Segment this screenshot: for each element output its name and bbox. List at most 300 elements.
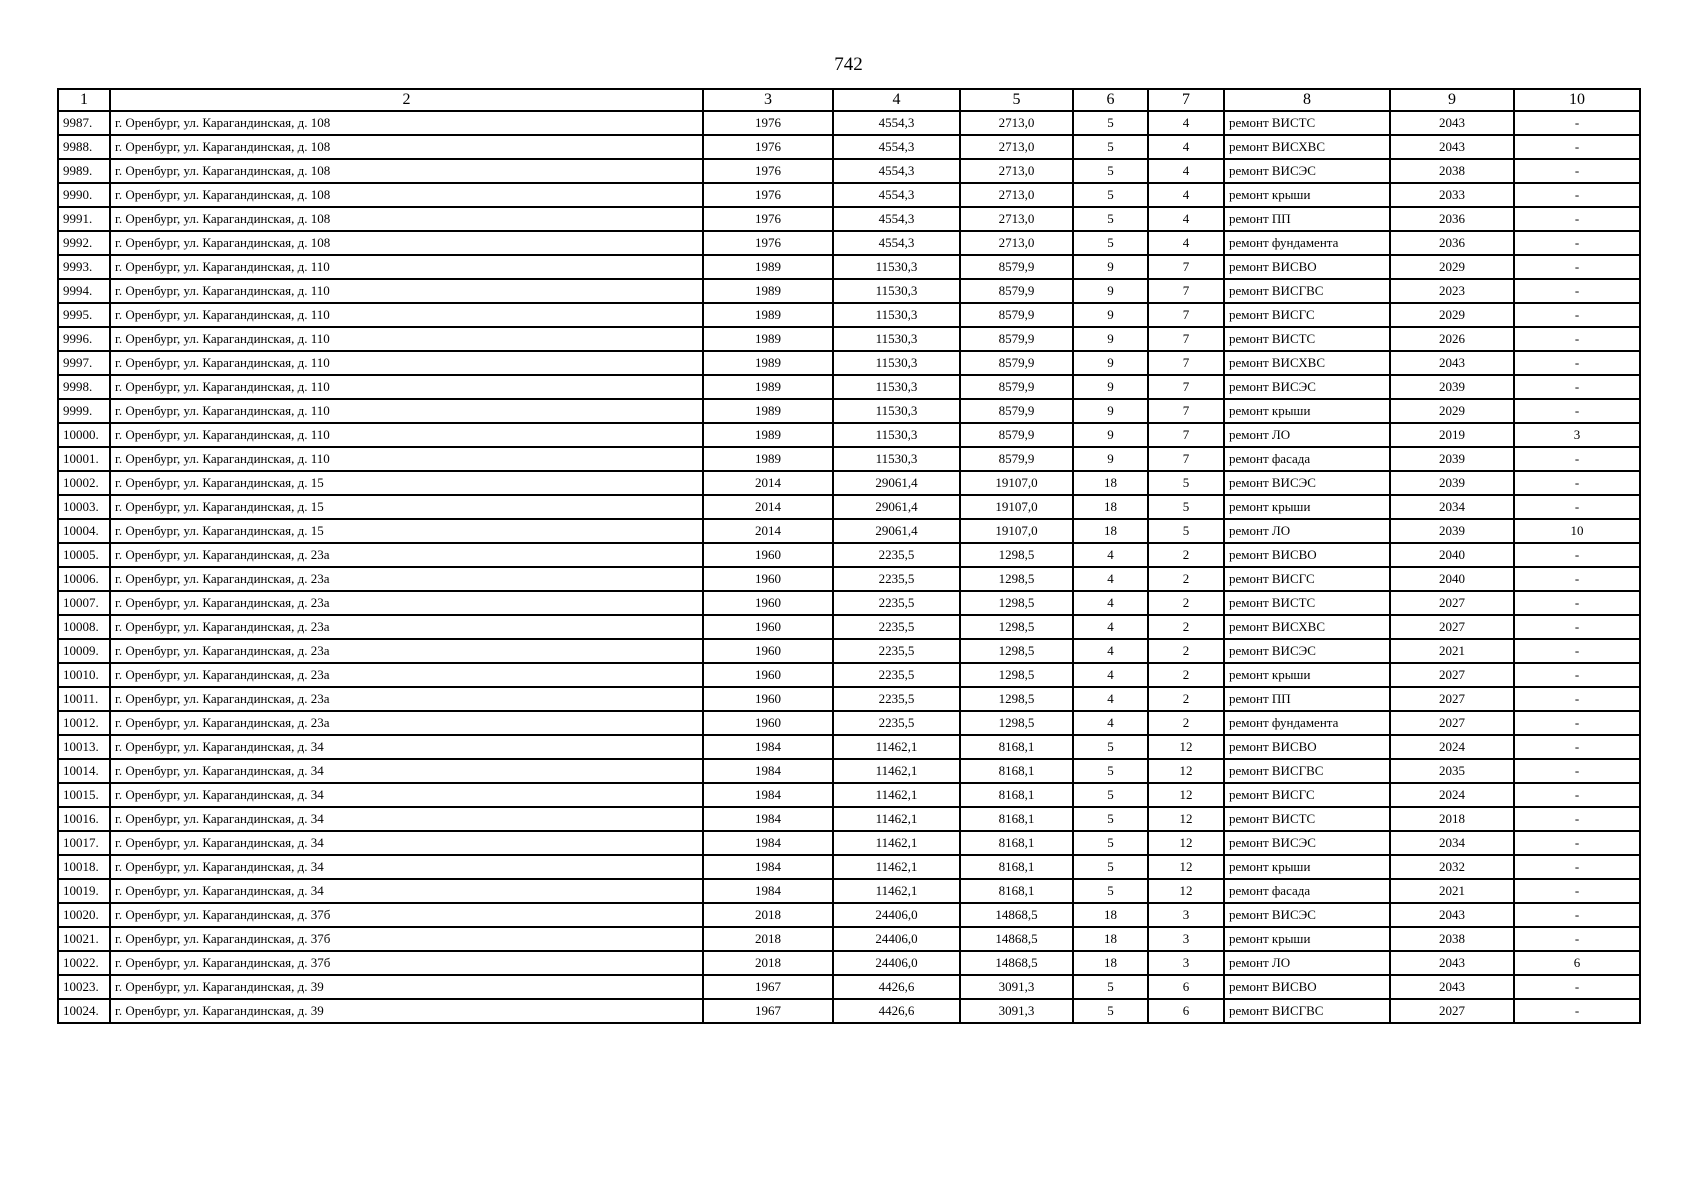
cell-work-type: ремонт ВИСТС bbox=[1224, 327, 1390, 351]
cell-floors: 9 bbox=[1073, 351, 1148, 375]
cell-address: г. Оренбург, ул. Карагандинская, д. 23а bbox=[110, 567, 703, 591]
cell-row-number: 9998. bbox=[58, 375, 110, 399]
cell-living-area: 8579,9 bbox=[960, 327, 1073, 351]
table-row bbox=[58, 591, 1640, 615]
cell-living-area: 1298,5 bbox=[960, 615, 1073, 639]
table-row bbox=[58, 999, 1640, 1023]
column-header-3: 3 bbox=[703, 89, 833, 111]
cell-total-area: 4554,3 bbox=[833, 231, 960, 255]
cell-address: г. Оренбург, ул. Карагандинская, д. 15 bbox=[110, 495, 703, 519]
cell-total-area: 11462,1 bbox=[833, 879, 960, 903]
cell-extra-value: - bbox=[1514, 495, 1640, 519]
cell-row-number: 9997. bbox=[58, 351, 110, 375]
table-row bbox=[58, 903, 1640, 927]
cell-build-year: 1960 bbox=[703, 663, 833, 687]
table-row bbox=[58, 759, 1640, 783]
cell-living-area: 19107,0 bbox=[960, 471, 1073, 495]
cell-build-year: 1960 bbox=[703, 543, 833, 567]
cell-extra-value: - bbox=[1514, 903, 1640, 927]
cell-address: г. Оренбург, ул. Карагандинская, д. 34 bbox=[110, 735, 703, 759]
cell-work-type: ремонт ВИСХВС bbox=[1224, 351, 1390, 375]
table-row bbox=[58, 519, 1640, 543]
cell-floors: 18 bbox=[1073, 903, 1148, 927]
cell-extra-value: - bbox=[1514, 735, 1640, 759]
cell-build-year: 1989 bbox=[703, 399, 833, 423]
cell-row-number: 10010. bbox=[58, 663, 110, 687]
cell-address: г. Оренбург, ул. Карагандинская, д. 108 bbox=[110, 231, 703, 255]
cell-extra-value: - bbox=[1514, 303, 1640, 327]
table-body bbox=[58, 111, 1640, 1023]
cell-build-year: 1989 bbox=[703, 423, 833, 447]
cell-build-year: 1984 bbox=[703, 831, 833, 855]
cell-work-type: ремонт фасада bbox=[1224, 447, 1390, 471]
cell-entrances: 6 bbox=[1148, 999, 1224, 1023]
cell-address: г. Оренбург, ул. Карагандинская, д. 34 bbox=[110, 855, 703, 879]
cell-total-area: 4554,3 bbox=[833, 135, 960, 159]
cell-entrances: 2 bbox=[1148, 687, 1224, 711]
cell-work-type: ремонт ВИСГВС bbox=[1224, 759, 1390, 783]
cell-living-area: 1298,5 bbox=[960, 687, 1073, 711]
cell-floors: 5 bbox=[1073, 183, 1148, 207]
cell-address: г. Оренбург, ул. Карагандинская, д. 39 bbox=[110, 975, 703, 999]
cell-work-type: ремонт фундамента bbox=[1224, 711, 1390, 735]
cell-entrances: 7 bbox=[1148, 351, 1224, 375]
cell-plan-year: 2032 bbox=[1390, 855, 1514, 879]
cell-plan-year: 2027 bbox=[1390, 711, 1514, 735]
cell-floors: 9 bbox=[1073, 423, 1148, 447]
cell-row-number: 9999. bbox=[58, 399, 110, 423]
cell-build-year: 1960 bbox=[703, 639, 833, 663]
cell-total-area: 2235,5 bbox=[833, 567, 960, 591]
cell-extra-value: - bbox=[1514, 543, 1640, 567]
cell-total-area: 11462,1 bbox=[833, 735, 960, 759]
cell-living-area: 8579,9 bbox=[960, 351, 1073, 375]
cell-row-number: 10022. bbox=[58, 951, 110, 975]
cell-plan-year: 2043 bbox=[1390, 135, 1514, 159]
cell-living-area: 8168,1 bbox=[960, 807, 1073, 831]
cell-extra-value: - bbox=[1514, 351, 1640, 375]
cell-living-area: 8168,1 bbox=[960, 735, 1073, 759]
cell-extra-value: - bbox=[1514, 855, 1640, 879]
cell-entrances: 2 bbox=[1148, 663, 1224, 687]
cell-work-type: ремонт ВИСГС bbox=[1224, 303, 1390, 327]
cell-living-area: 14868,5 bbox=[960, 951, 1073, 975]
cell-extra-value: 10 bbox=[1514, 519, 1640, 543]
cell-extra-value: - bbox=[1514, 159, 1640, 183]
cell-extra-value: - bbox=[1514, 975, 1640, 999]
cell-extra-value: - bbox=[1514, 711, 1640, 735]
cell-floors: 5 bbox=[1073, 999, 1148, 1023]
cell-plan-year: 2040 bbox=[1390, 567, 1514, 591]
cell-floors: 5 bbox=[1073, 735, 1148, 759]
cell-address: г. Оренбург, ул. Карагандинская, д. 37б bbox=[110, 927, 703, 951]
cell-row-number: 10016. bbox=[58, 807, 110, 831]
cell-address: г. Оренбург, ул. Карагандинская, д. 108 bbox=[110, 111, 703, 135]
cell-total-area: 4426,6 bbox=[833, 999, 960, 1023]
table-row bbox=[58, 255, 1640, 279]
cell-total-area: 29061,4 bbox=[833, 471, 960, 495]
cell-work-type: ремонт фундамента bbox=[1224, 231, 1390, 255]
cell-row-number: 10003. bbox=[58, 495, 110, 519]
cell-floors: 5 bbox=[1073, 807, 1148, 831]
cell-build-year: 2014 bbox=[703, 471, 833, 495]
cell-plan-year: 2027 bbox=[1390, 687, 1514, 711]
cell-extra-value: - bbox=[1514, 399, 1640, 423]
cell-build-year: 1976 bbox=[703, 135, 833, 159]
table-row bbox=[58, 471, 1640, 495]
cell-entrances: 7 bbox=[1148, 375, 1224, 399]
cell-floors: 5 bbox=[1073, 207, 1148, 231]
cell-entrances: 3 bbox=[1148, 903, 1224, 927]
cell-work-type: ремонт ВИСТС bbox=[1224, 111, 1390, 135]
cell-extra-value: - bbox=[1514, 687, 1640, 711]
cell-plan-year: 2038 bbox=[1390, 159, 1514, 183]
cell-floors: 18 bbox=[1073, 927, 1148, 951]
cell-living-area: 8579,9 bbox=[960, 255, 1073, 279]
cell-build-year: 1984 bbox=[703, 879, 833, 903]
cell-row-number: 10008. bbox=[58, 615, 110, 639]
cell-entrances: 2 bbox=[1148, 543, 1224, 567]
cell-build-year: 1976 bbox=[703, 183, 833, 207]
table-row bbox=[58, 831, 1640, 855]
cell-entrances: 7 bbox=[1148, 447, 1224, 471]
cell-floors: 5 bbox=[1073, 879, 1148, 903]
cell-total-area: 11530,3 bbox=[833, 303, 960, 327]
cell-extra-value: - bbox=[1514, 663, 1640, 687]
cell-address: г. Оренбург, ул. Карагандинская, д. 110 bbox=[110, 327, 703, 351]
cell-build-year: 1976 bbox=[703, 207, 833, 231]
table-row bbox=[58, 183, 1640, 207]
cell-total-area: 2235,5 bbox=[833, 687, 960, 711]
table-row bbox=[58, 495, 1640, 519]
cell-build-year: 1976 bbox=[703, 159, 833, 183]
cell-row-number: 10004. bbox=[58, 519, 110, 543]
cell-build-year: 1976 bbox=[703, 231, 833, 255]
table-row bbox=[58, 975, 1640, 999]
cell-floors: 5 bbox=[1073, 831, 1148, 855]
cell-living-area: 14868,5 bbox=[960, 903, 1073, 927]
cell-entrances: 2 bbox=[1148, 711, 1224, 735]
cell-entrances: 12 bbox=[1148, 783, 1224, 807]
cell-extra-value: - bbox=[1514, 447, 1640, 471]
cell-row-number: 10014. bbox=[58, 759, 110, 783]
cell-plan-year: 2043 bbox=[1390, 351, 1514, 375]
cell-extra-value: - bbox=[1514, 783, 1640, 807]
cell-plan-year: 2039 bbox=[1390, 519, 1514, 543]
cell-build-year: 1960 bbox=[703, 687, 833, 711]
cell-address: г. Оренбург, ул. Карагандинская, д. 23а bbox=[110, 615, 703, 639]
table-row bbox=[58, 543, 1640, 567]
cell-floors: 5 bbox=[1073, 975, 1148, 999]
cell-address: г. Оренбург, ул. Карагандинская, д. 23а bbox=[110, 711, 703, 735]
cell-floors: 4 bbox=[1073, 639, 1148, 663]
cell-address: г. Оренбург, ул. Карагандинская, д. 23а bbox=[110, 543, 703, 567]
cell-entrances: 12 bbox=[1148, 855, 1224, 879]
cell-build-year: 2014 bbox=[703, 519, 833, 543]
cell-floors: 9 bbox=[1073, 279, 1148, 303]
cell-plan-year: 2027 bbox=[1390, 591, 1514, 615]
cell-entrances: 7 bbox=[1148, 303, 1224, 327]
cell-extra-value: - bbox=[1514, 807, 1640, 831]
cell-entrances: 4 bbox=[1148, 231, 1224, 255]
table-row bbox=[58, 879, 1640, 903]
cell-floors: 18 bbox=[1073, 951, 1148, 975]
cell-plan-year: 2029 bbox=[1390, 303, 1514, 327]
cell-living-area: 8168,1 bbox=[960, 831, 1073, 855]
cell-extra-value: - bbox=[1514, 279, 1640, 303]
cell-work-type: ремонт ВИСГВС bbox=[1224, 999, 1390, 1023]
table-row bbox=[58, 687, 1640, 711]
cell-floors: 4 bbox=[1073, 567, 1148, 591]
column-header-2: 2 bbox=[110, 89, 703, 111]
cell-plan-year: 2036 bbox=[1390, 207, 1514, 231]
cell-extra-value: - bbox=[1514, 615, 1640, 639]
cell-work-type: ремонт ВИСВО bbox=[1224, 543, 1390, 567]
cell-row-number: 9987. bbox=[58, 111, 110, 135]
cell-work-type: ремонт ВИСГС bbox=[1224, 783, 1390, 807]
cell-address: г. Оренбург, ул. Карагандинская, д. 23а bbox=[110, 639, 703, 663]
cell-address: г. Оренбург, ул. Карагандинская, д. 15 bbox=[110, 471, 703, 495]
cell-row-number: 9995. bbox=[58, 303, 110, 327]
cell-entrances: 3 bbox=[1148, 927, 1224, 951]
cell-plan-year: 2029 bbox=[1390, 399, 1514, 423]
cell-row-number: 9991. bbox=[58, 207, 110, 231]
cell-floors: 5 bbox=[1073, 231, 1148, 255]
cell-row-number: 10015. bbox=[58, 783, 110, 807]
cell-row-number: 9993. bbox=[58, 255, 110, 279]
cell-extra-value: - bbox=[1514, 255, 1640, 279]
cell-build-year: 1989 bbox=[703, 375, 833, 399]
cell-extra-value: - bbox=[1514, 231, 1640, 255]
cell-extra-value: - bbox=[1514, 831, 1640, 855]
cell-plan-year: 2034 bbox=[1390, 495, 1514, 519]
cell-entrances: 4 bbox=[1148, 207, 1224, 231]
cell-row-number: 10024. bbox=[58, 999, 110, 1023]
cell-total-area: 11530,3 bbox=[833, 447, 960, 471]
cell-extra-value: - bbox=[1514, 879, 1640, 903]
cell-entrances: 12 bbox=[1148, 735, 1224, 759]
cell-total-area: 2235,5 bbox=[833, 615, 960, 639]
cell-extra-value: 3 bbox=[1514, 423, 1640, 447]
cell-build-year: 1960 bbox=[703, 615, 833, 639]
cell-plan-year: 2034 bbox=[1390, 831, 1514, 855]
cell-plan-year: 2027 bbox=[1390, 663, 1514, 687]
cell-living-area: 1298,5 bbox=[960, 567, 1073, 591]
cell-entrances: 7 bbox=[1148, 399, 1224, 423]
cell-extra-value: - bbox=[1514, 591, 1640, 615]
cell-build-year: 1967 bbox=[703, 975, 833, 999]
cell-floors: 9 bbox=[1073, 303, 1148, 327]
cell-floors: 4 bbox=[1073, 543, 1148, 567]
cell-floors: 9 bbox=[1073, 327, 1148, 351]
cell-row-number: 9996. bbox=[58, 327, 110, 351]
cell-address: г. Оренбург, ул. Карагандинская, д. 34 bbox=[110, 879, 703, 903]
cell-work-type: ремонт ВИСВО bbox=[1224, 255, 1390, 279]
cell-total-area: 4554,3 bbox=[833, 159, 960, 183]
cell-work-type: ремонт крыши bbox=[1224, 495, 1390, 519]
repair-registry-table bbox=[57, 88, 1641, 1024]
cell-floors: 5 bbox=[1073, 783, 1148, 807]
cell-total-area: 29061,4 bbox=[833, 519, 960, 543]
cell-extra-value: - bbox=[1514, 327, 1640, 351]
cell-work-type: ремонт ЛО bbox=[1224, 519, 1390, 543]
cell-build-year: 1989 bbox=[703, 303, 833, 327]
cell-row-number: 10021. bbox=[58, 927, 110, 951]
cell-plan-year: 2024 bbox=[1390, 735, 1514, 759]
table-row bbox=[58, 159, 1640, 183]
table-row bbox=[58, 447, 1640, 471]
cell-living-area: 3091,3 bbox=[960, 975, 1073, 999]
cell-address: г. Оренбург, ул. Карагандинская, д. 110 bbox=[110, 279, 703, 303]
column-header-5: 5 bbox=[960, 89, 1073, 111]
cell-total-area: 11462,1 bbox=[833, 807, 960, 831]
cell-entrances: 4 bbox=[1148, 159, 1224, 183]
cell-work-type: ремонт ВИСЭС bbox=[1224, 375, 1390, 399]
table-row bbox=[58, 615, 1640, 639]
cell-address: г. Оренбург, ул. Карагандинская, д. 110 bbox=[110, 447, 703, 471]
cell-address: г. Оренбург, ул. Карагандинская, д. 108 bbox=[110, 159, 703, 183]
cell-extra-value: - bbox=[1514, 927, 1640, 951]
cell-total-area: 11530,3 bbox=[833, 423, 960, 447]
cell-living-area: 1298,5 bbox=[960, 711, 1073, 735]
table-row bbox=[58, 951, 1640, 975]
cell-address: г. Оренбург, ул. Карагандинская, д. 110 bbox=[110, 255, 703, 279]
cell-row-number: 10017. bbox=[58, 831, 110, 855]
cell-living-area: 8168,1 bbox=[960, 879, 1073, 903]
cell-work-type: ремонт ПП bbox=[1224, 687, 1390, 711]
cell-work-type: ремонт ПП bbox=[1224, 207, 1390, 231]
cell-total-area: 2235,5 bbox=[833, 543, 960, 567]
cell-floors: 4 bbox=[1073, 687, 1148, 711]
cell-total-area: 24406,0 bbox=[833, 903, 960, 927]
cell-row-number: 9992. bbox=[58, 231, 110, 255]
cell-plan-year: 2040 bbox=[1390, 543, 1514, 567]
cell-extra-value: - bbox=[1514, 111, 1640, 135]
table-row bbox=[58, 327, 1640, 351]
cell-build-year: 2018 bbox=[703, 951, 833, 975]
cell-work-type: ремонт ВИСЭС bbox=[1224, 159, 1390, 183]
cell-total-area: 2235,5 bbox=[833, 591, 960, 615]
cell-plan-year: 2027 bbox=[1390, 615, 1514, 639]
cell-extra-value: - bbox=[1514, 183, 1640, 207]
table-row bbox=[58, 231, 1640, 255]
cell-address: г. Оренбург, ул. Карагандинская, д. 108 bbox=[110, 183, 703, 207]
cell-total-area: 24406,0 bbox=[833, 951, 960, 975]
cell-floors: 5 bbox=[1073, 759, 1148, 783]
cell-floors: 5 bbox=[1073, 135, 1148, 159]
column-header-10: 10 bbox=[1514, 89, 1640, 111]
cell-entrances: 2 bbox=[1148, 591, 1224, 615]
cell-work-type: ремонт ВИСТС bbox=[1224, 807, 1390, 831]
cell-row-number: 10001. bbox=[58, 447, 110, 471]
cell-work-type: ремонт ЛО bbox=[1224, 951, 1390, 975]
cell-build-year: 1989 bbox=[703, 351, 833, 375]
cell-work-type: ремонт ВИСТС bbox=[1224, 591, 1390, 615]
cell-work-type: ремонт фасада bbox=[1224, 879, 1390, 903]
cell-plan-year: 2021 bbox=[1390, 639, 1514, 663]
cell-floors: 5 bbox=[1073, 159, 1148, 183]
cell-address: г. Оренбург, ул. Карагандинская, д. 37б bbox=[110, 951, 703, 975]
cell-living-area: 2713,0 bbox=[960, 135, 1073, 159]
cell-total-area: 4426,6 bbox=[833, 975, 960, 999]
cell-living-area: 1298,5 bbox=[960, 591, 1073, 615]
cell-address: г. Оренбург, ул. Карагандинская, д. 110 bbox=[110, 375, 703, 399]
cell-address: г. Оренбург, ул. Карагандинская, д. 34 bbox=[110, 831, 703, 855]
cell-total-area: 4554,3 bbox=[833, 207, 960, 231]
cell-work-type: ремонт ВИСВО bbox=[1224, 735, 1390, 759]
table-row bbox=[58, 351, 1640, 375]
cell-build-year: 1984 bbox=[703, 807, 833, 831]
cell-entrances: 7 bbox=[1148, 279, 1224, 303]
cell-plan-year: 2027 bbox=[1390, 999, 1514, 1023]
cell-total-area: 11530,3 bbox=[833, 351, 960, 375]
cell-row-number: 10000. bbox=[58, 423, 110, 447]
cell-extra-value: - bbox=[1514, 135, 1640, 159]
cell-entrances: 5 bbox=[1148, 519, 1224, 543]
cell-living-area: 2713,0 bbox=[960, 207, 1073, 231]
cell-extra-value: - bbox=[1514, 471, 1640, 495]
column-header-9: 9 bbox=[1390, 89, 1514, 111]
cell-living-area: 14868,5 bbox=[960, 927, 1073, 951]
cell-build-year: 1976 bbox=[703, 111, 833, 135]
cell-living-area: 19107,0 bbox=[960, 519, 1073, 543]
cell-build-year: 1960 bbox=[703, 567, 833, 591]
cell-address: г. Оренбург, ул. Карагандинская, д. 37б bbox=[110, 903, 703, 927]
cell-plan-year: 2039 bbox=[1390, 471, 1514, 495]
cell-floors: 9 bbox=[1073, 447, 1148, 471]
table-row bbox=[58, 639, 1640, 663]
cell-living-area: 2713,0 bbox=[960, 231, 1073, 255]
cell-address: г. Оренбург, ул. Карагандинская, д. 23а bbox=[110, 663, 703, 687]
cell-row-number: 9989. bbox=[58, 159, 110, 183]
table-row bbox=[58, 135, 1640, 159]
table-row bbox=[58, 279, 1640, 303]
cell-row-number: 10012. bbox=[58, 711, 110, 735]
cell-plan-year: 2018 bbox=[1390, 807, 1514, 831]
cell-total-area: 11530,3 bbox=[833, 255, 960, 279]
cell-living-area: 2713,0 bbox=[960, 111, 1073, 135]
cell-living-area: 1298,5 bbox=[960, 543, 1073, 567]
cell-build-year: 1984 bbox=[703, 783, 833, 807]
cell-living-area: 1298,5 bbox=[960, 639, 1073, 663]
cell-row-number: 10011. bbox=[58, 687, 110, 711]
cell-row-number: 10018. bbox=[58, 855, 110, 879]
cell-floors: 9 bbox=[1073, 375, 1148, 399]
cell-floors: 18 bbox=[1073, 495, 1148, 519]
cell-entrances: 4 bbox=[1148, 135, 1224, 159]
table-row bbox=[58, 399, 1640, 423]
cell-entrances: 4 bbox=[1148, 183, 1224, 207]
cell-entrances: 12 bbox=[1148, 759, 1224, 783]
cell-build-year: 1984 bbox=[703, 735, 833, 759]
cell-plan-year: 2036 bbox=[1390, 231, 1514, 255]
cell-living-area: 8168,1 bbox=[960, 783, 1073, 807]
cell-plan-year: 2038 bbox=[1390, 927, 1514, 951]
table-row bbox=[58, 663, 1640, 687]
cell-plan-year: 2024 bbox=[1390, 783, 1514, 807]
cell-living-area: 1298,5 bbox=[960, 663, 1073, 687]
cell-floors: 4 bbox=[1073, 711, 1148, 735]
cell-build-year: 2018 bbox=[703, 903, 833, 927]
cell-address: г. Оренбург, ул. Карагандинская, д. 110 bbox=[110, 423, 703, 447]
cell-address: г. Оренбург, ул. Карагандинская, д. 34 bbox=[110, 783, 703, 807]
cell-work-type: ремонт ВИСЭС bbox=[1224, 903, 1390, 927]
cell-work-type: ремонт ВИСВО bbox=[1224, 975, 1390, 999]
cell-floors: 18 bbox=[1073, 519, 1148, 543]
cell-total-area: 4554,3 bbox=[833, 111, 960, 135]
cell-plan-year: 2039 bbox=[1390, 447, 1514, 471]
cell-address: г. Оренбург, ул. Карагандинская, д. 110 bbox=[110, 399, 703, 423]
